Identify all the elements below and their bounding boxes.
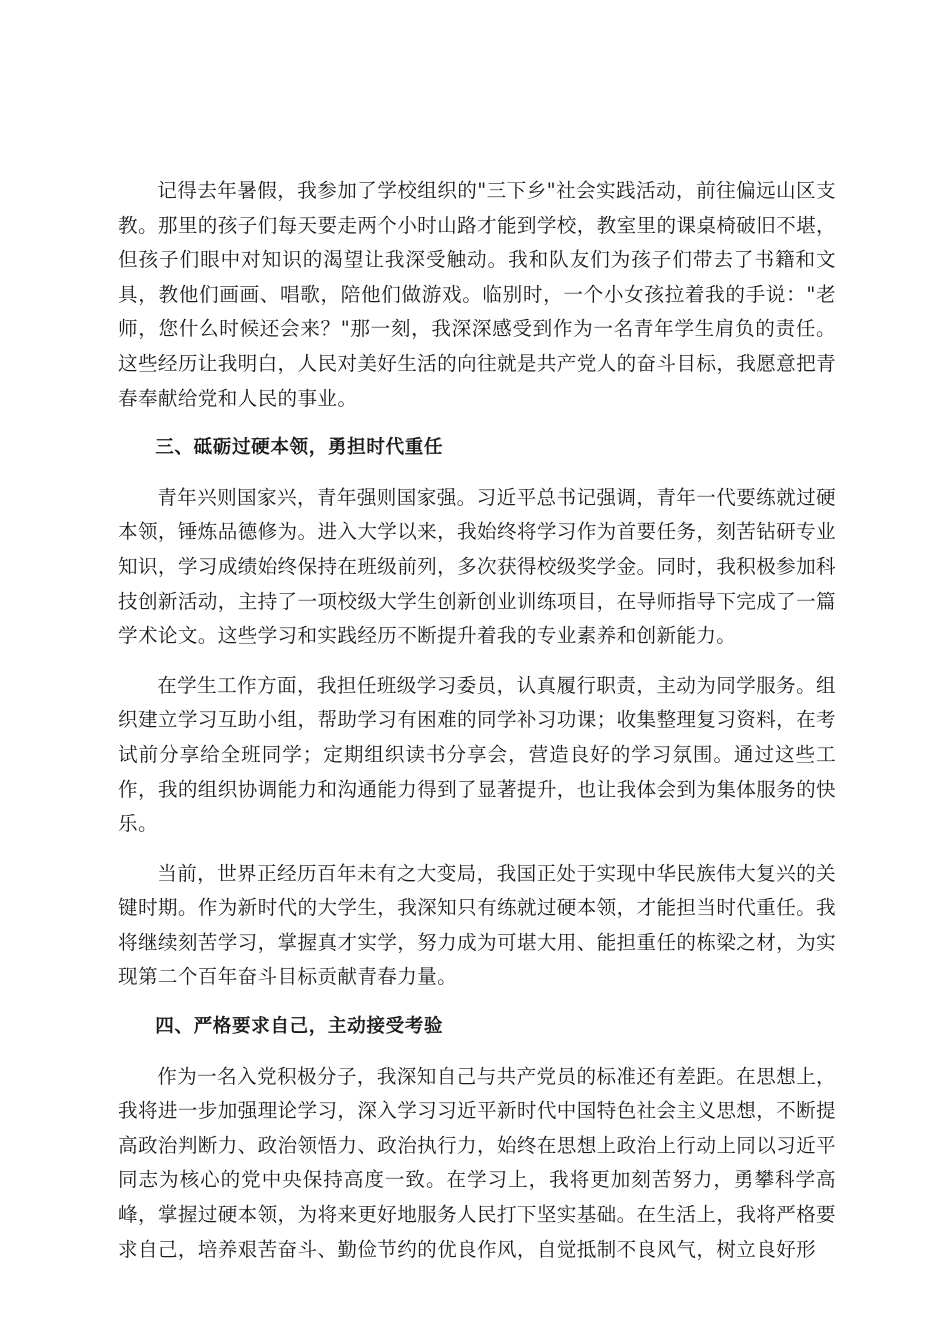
paragraph-student-work: 在学生工作方面，我担任班级学习委员，认真履行职责，主动为同学服务。组织建立学习互助小组，帮助学习有困难的同学补习功课；收集整理复习资料，在考试前分享给全班同学；定期组织读书分享会，营造良好的学习氛围。通过这些工作，我的组织协调能力和沟通能力得到了显著提升，也让我体会到为集体服务的快乐。	[118, 673, 836, 836]
paragraph-summer-practice: 记得去年暑假，我参加了学校组织的"三下乡"社会实践活动，前往偏远山区支教。那里的孩子们每天要走两个小时山路才能到学校，教室里的课桌椅破旧不堪，但孩子们眼中对知识的渴望让我深受触动。我和队友们为孩子们带去了书籍和文具，教他们画画、唱歌，陪他们做游戏。临别时，一个小女孩拉着我的手说："老师，您什么时候还会来？"那一刻，我深深感受到作为一名青年学生肩负的责任。这些经历让我明白，人民对美好生活的向往就是共产党人的奋斗目标，我愿意把青春奉献给党和人民的事业。	[118, 179, 836, 410]
paragraph-youth-ability: 青年兴则国家兴，青年强则国家强。习近平总书记强调，青年一代要练就过硬本领，锤炼品德修为。进入大学以来，我始终将学习作为首要任务，刻苦钻研专业知识，学习成绩始终保持在班级前列，多次获得校级奖学金。同时，我积极参加科技创新活动，主持了一项校级大学生创新创业训练项目，在导师指导下完成了一篇学术论文。这些学习和实践经历不断提升着我的专业素养和创新能力。	[118, 485, 836, 648]
paragraph-self-requirements: 作为一名入党积极分子，我深知自己与共产党员的标准还有差距。在思想上，我将进一步加强理论学习，深入学习习近平新时代中国特色社会主义思想，不断提高政治判断力、政治领悟力、政治执行力，始终在思想上政治上行动上同以习近平同志为核心的党中央保持高度一致。在学习上，我将更加刻苦努力，勇攀科学高峰，掌握过硬本领，为将来更好地服务人民打下坚实基础。在生活上，我将严格要求自己，培养艰苦奋斗、勤俭节约的优良作风，自觉抵制不良风气，树立良好形	[118, 1064, 836, 1261]
document-body	[118, 174, 836, 1267]
paragraph-current-era: 当前，世界正经历百年未有之大变局，我国正处于实现中华民族伟大复兴的关键时期。作为新时代的大学生，我深知只有练就过硬本领，才能担当时代重任。我将继续刻苦学习，掌握真才实学，努力成为可堪大用、能担重任的栋梁之材，为实现第二个百年奋斗目标贡献青春力量。	[118, 861, 836, 989]
section-heading-three: 三、砥砺过硬本领，勇担时代重任	[155, 437, 444, 459]
section-heading-four: 四、严格要求自己，主动接受考验	[155, 1016, 444, 1038]
